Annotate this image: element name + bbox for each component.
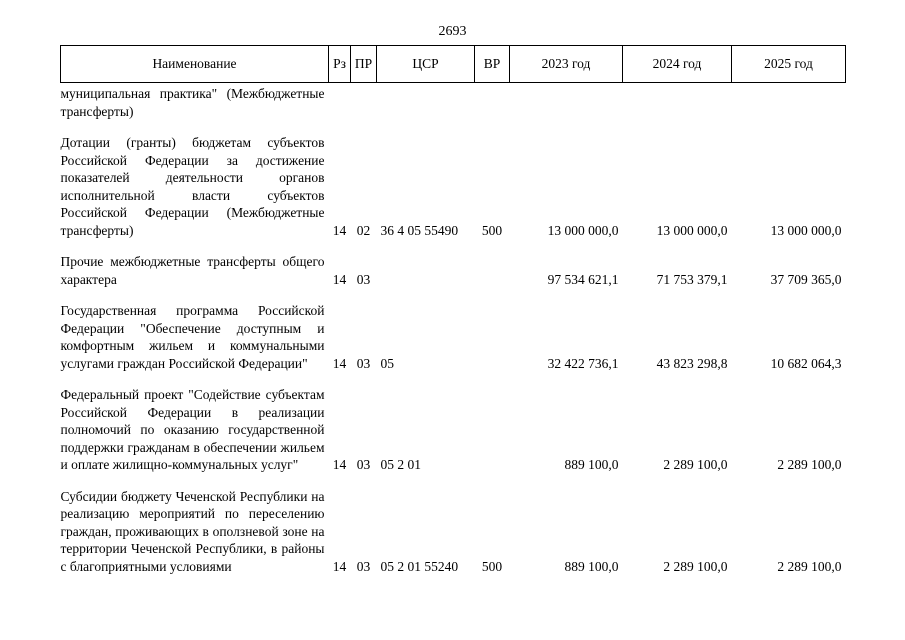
- row-2025: 2 289 100,0: [777, 457, 842, 472]
- row-csr: 05: [380, 355, 394, 371]
- row-rz: 14: [332, 355, 347, 371]
- table-header-row: [61, 46, 846, 83]
- row-2023: 97 534 621,1: [547, 271, 619, 287]
- row-name: Государственная программа Российской Федерации "Обеспечение доступным и комфортным жильем и коммунальными услугами граждан Российской Федерации": [60, 303, 325, 371]
- row-pr: 03: [356, 457, 371, 472]
- row-2024: 13 000 000,0: [656, 222, 728, 238]
- row-pr: 03: [356, 558, 371, 574]
- row-rz: 14: [332, 222, 347, 238]
- row-2025: 10 682 064,3: [770, 355, 842, 371]
- row-pr: 03: [356, 271, 371, 287]
- page-number: 2693: [438, 24, 467, 39]
- row-rz: 14: [332, 457, 347, 472]
- row-pr: 03: [356, 355, 371, 371]
- header-csr: ЦСР: [377, 46, 475, 83]
- row-2023: 32 422 736,1: [547, 355, 619, 371]
- row-name: Прочие межбюджетные трансферты общего характера: [60, 254, 325, 287]
- row-2024: 2 289 100,0: [663, 558, 728, 574]
- table-row: [61, 288, 846, 372]
- row-vr: [475, 372, 510, 474]
- header-name: Наименование: [61, 46, 329, 83]
- row-pr: 02: [356, 222, 371, 238]
- header-2025: 2025 год: [732, 46, 846, 83]
- row-rz: 14: [332, 558, 347, 574]
- row-csr: [377, 83, 475, 121]
- table-row: [61, 120, 846, 239]
- header-2024: 2024 год: [623, 46, 732, 83]
- header-rz: Рз: [329, 46, 351, 83]
- row-name: муниципальная практика" (Межбюджетные трансферты): [60, 86, 325, 119]
- row-2025: 2 289 100,0: [777, 558, 842, 574]
- header-vr: ВР: [475, 46, 510, 83]
- row-pr: [351, 83, 377, 121]
- header-2023: 2023 год: [510, 46, 623, 83]
- budget-table: [60, 45, 846, 575]
- row-2023: 13 000 000,0: [547, 222, 619, 238]
- row-2023: 889 100,0: [564, 558, 619, 574]
- row-name: Субсидии бюджету Чеченской Республики на реализацию мероприятий по переселению граждан, проживающих в оползневой зоне на территории Чеченской Республики, в районы с благоприятными условиями: [60, 488, 325, 574]
- row-2024: [623, 83, 732, 121]
- row-2024: 43 823 298,8: [656, 355, 728, 371]
- row-2025: [732, 83, 846, 121]
- row-2024: 2 289 100,0: [663, 457, 728, 472]
- row-vr: 500: [481, 558, 503, 574]
- table-row: [61, 372, 846, 474]
- header-pr: ПР: [351, 46, 377, 83]
- row-vr: 500: [481, 222, 503, 238]
- row-2025: 37 709 365,0: [770, 271, 842, 287]
- row-csr: [377, 239, 475, 288]
- row-rz: 14: [332, 271, 347, 287]
- row-vr: [475, 239, 510, 288]
- row-rz: [329, 83, 351, 121]
- table-row: [61, 83, 846, 121]
- row-2023: 889 100,0: [564, 457, 619, 472]
- row-csr: 05 2 01 55240: [380, 558, 459, 574]
- row-vr: [475, 288, 510, 372]
- row-name: Федеральный проект "Содействие субъектам Российской Федерации в реализации полномочий по оказанию государственной поддержки гражданам в обеспечении жильем и оплате жилищно-коммунальных услуг": [60, 387, 325, 472]
- row-2025: 13 000 000,0: [770, 222, 842, 238]
- row-csr: 36 4 05 55490: [380, 222, 459, 238]
- row-2024: 71 753 379,1: [656, 271, 728, 287]
- row-name: Дотации (гранты) бюджетам субъектов Российской Федерации за достижение показателей деятельности органов исполнительной власти субъектов Российской Федерации (Межбюджетные трансферты): [60, 135, 325, 238]
- table-row: [61, 239, 846, 288]
- row-vr: [475, 83, 510, 121]
- table-row: [61, 474, 846, 576]
- row-2023: [510, 83, 623, 121]
- row-csr: 05 2 01: [380, 457, 421, 472]
